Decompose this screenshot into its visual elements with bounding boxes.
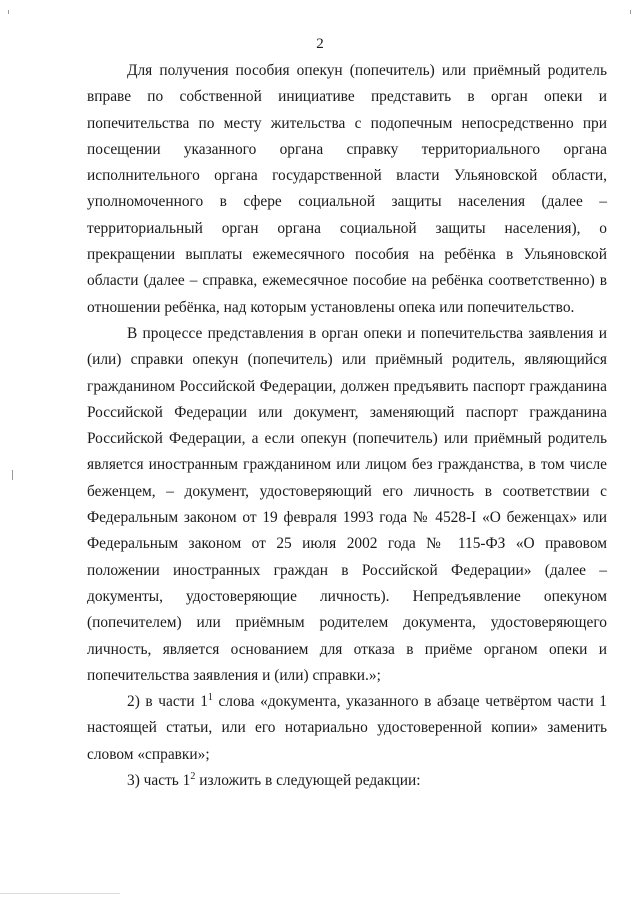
amendment-3-before: 3) часть 1 bbox=[127, 772, 191, 790]
amendment-3-superscript: 2 bbox=[190, 771, 196, 783]
scan-artifact-bottom-edge bbox=[0, 893, 120, 894]
scan-artifact-top-right bbox=[630, 10, 631, 14]
amendment-2-superscript: 1 bbox=[207, 692, 213, 704]
amendment-2-after: слова «документа, указанного в абзаце четвёртом части 1 настоящей статьи, или его нотариально удостоверенной копии» заменить словом «справки»; bbox=[87, 693, 607, 763]
amendment-2-before: 2) в части 1 bbox=[127, 693, 208, 711]
paragraph-identity-documents: В процессе представления в орган опеки и попечительства заявления и (или) справки опекун (попечитель) или приёмный родитель, являющийся гражданином Российской Федерации, должен предъявить паспорт гражданина Российской Федерации или документ, заменяющий паспорт гражданина Российской Федерации, а если опекун (попечитель) или приёмный родитель является иностранным гражданином или лицом без гражданства, в том числе беженцем, – документ, удостоверяющий его личность в соответствии с Федеральным законом от 19 февраля 1993 года № 4528-I «О беженцах» или Федеральным законом от 25 июля 2002 года № 115-ФЗ «О правовом положении иностранных граждан в Российской Федерации» (далее – документы, удостоверяющие личность). Непредъявление опекуном (попечителем) или приёмным родителем документа, удостоверяющего личность, является основанием для отказа в приёме органом опеки и попечительства заявления и (или) справки.»; bbox=[87, 324, 607, 684]
page-number: 2 bbox=[316, 36, 324, 52]
paragraph-amendment-part-1-1 bbox=[87, 689, 607, 768]
scan-artifact-top-left bbox=[8, 10, 9, 14]
paragraph-benefit-certificate: Для получения пособия опекун (попечитель) или приёмный родитель вправе по собственной инициативе представить в орган опеки и попечительства по месту жительства с подопечным непосредственно при посещении указанного органа справку территориального органа исполнительного органа государственной власти Ульяновской области, уполномоченного в сфере социальной защиты населения (далее – территориальный орган органа социальной защиты населения), о прекращении выплаты ежемесячного пособия на ребёнка в Ульяновской области (далее – справка, ежемесячное пособие на ребёнка соответственно) в отношении ребёнка, над которым установлены опека или попечительство. bbox=[87, 62, 607, 316]
amendment-3-after: изложить в следующей редакции: bbox=[195, 772, 421, 790]
scan-artifact-left-edge bbox=[12, 470, 13, 480]
document-body bbox=[87, 58, 607, 794]
paragraph-amendment-part-1-2 bbox=[87, 768, 607, 794]
